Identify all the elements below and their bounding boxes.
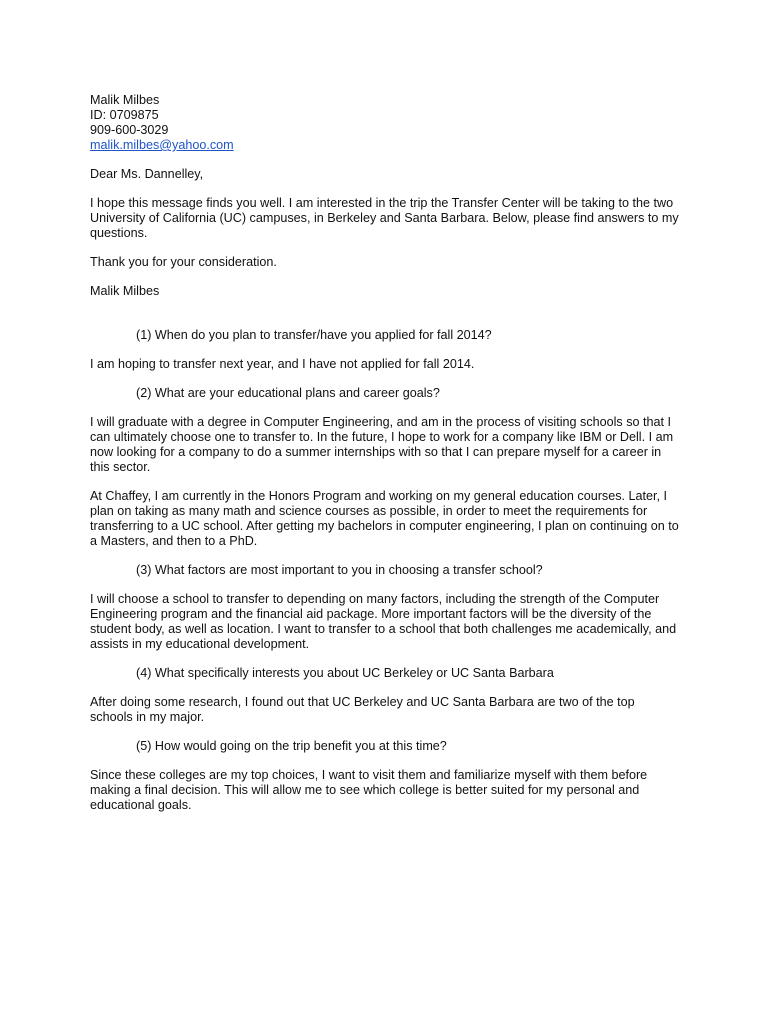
sender-phone: 909-600-3029 <box>90 123 169 137</box>
answer-line: this sector. <box>90 460 151 474</box>
question-2: (2) What are your educational plans and career goals? <box>136 386 440 400</box>
intro-paragraph <box>90 196 690 241</box>
question-1: (1) When do you plan to transfer/have you applied for fall 2014? <box>136 328 492 342</box>
sender-email-link[interactable]: malik.milbes@yahoo.com <box>90 138 234 152</box>
answer-line: At Chaffey, I am currently in the Honors Program and working on my general education courses. Later, I <box>90 489 668 503</box>
answer-line: schools in my major. <box>90 710 205 724</box>
question-5: (5) How would going on the trip benefit you at this time? <box>136 739 447 753</box>
answer-line: educational goals. <box>90 798 192 812</box>
answer-4 <box>90 695 690 725</box>
letter-document <box>90 93 690 813</box>
answer-line: can ultimately choose one to transfer to. In the future, I hope to work for a company like IBM or Dell. I am <box>90 430 674 444</box>
answer-line: I am hoping to transfer next year, and I have not applied for fall 2014. <box>90 357 475 371</box>
answer-line: assists in my educational development. <box>90 637 310 651</box>
intro-line: I hope this message finds you well. I am interested in the trip the Transfer Center will be taking to the two <box>90 196 674 210</box>
answer-line: After doing some research, I found out that UC Berkeley and UC Santa Barbara are two of the top <box>90 695 635 709</box>
signature: Malik Milbes <box>90 284 160 298</box>
answer-line: now looking for a company to do a summer internships with so that I can prepare myself for a career in <box>90 445 662 459</box>
sender-block <box>90 93 690 153</box>
answer-line: student body, as well as location. I want to transfer to a school that both challenges me academically, and <box>90 622 677 636</box>
answer-line: transferring to a UC school. After getting my bachelors in computer engineering, I plan on continuing on to <box>90 519 679 533</box>
answer-line: plan on taking as many math and science courses as possible, in order to meet the requirements for <box>90 504 648 518</box>
answer-3 <box>90 592 690 652</box>
answer-line: Engineering program and the financial aid package. More important factors will be the diversity of the <box>90 607 652 621</box>
answer-2-continued <box>90 489 690 549</box>
question-3: (3) What factors are most important to you in choosing a transfer school? <box>136 563 543 577</box>
answer-line: Since these colleges are my top choices, I want to visit them and familiarize myself with them before <box>90 768 648 782</box>
answer-1 <box>90 357 690 372</box>
thanks-line: Thank you for your consideration. <box>90 255 277 269</box>
answer-line: a Masters, and then to a PhD. <box>90 534 258 548</box>
sender-id: ID: 0709875 <box>90 108 159 122</box>
intro-line: questions. <box>90 226 148 240</box>
salutation: Dear Ms. Dannelley, <box>90 167 204 181</box>
answer-2 <box>90 415 690 475</box>
answer-line: making a final decision. This will allow me to see which college is better suited for my personal and <box>90 783 640 797</box>
answer-line: I will choose a school to transfer to depending on many factors, including the strength of the Computer <box>90 592 660 606</box>
question-4: (4) What specifically interests you about UC Berkeley or UC Santa Barbara <box>136 666 554 680</box>
intro-line: University of California (UC) campuses, in Berkeley and Santa Barbara. Below, please find answers to my <box>90 211 679 225</box>
answer-5 <box>90 768 690 813</box>
answer-line: I will graduate with a degree in Computer Engineering, and am in the process of visiting schools so that I <box>90 415 672 429</box>
sender-name: Malik Milbes <box>90 93 160 107</box>
